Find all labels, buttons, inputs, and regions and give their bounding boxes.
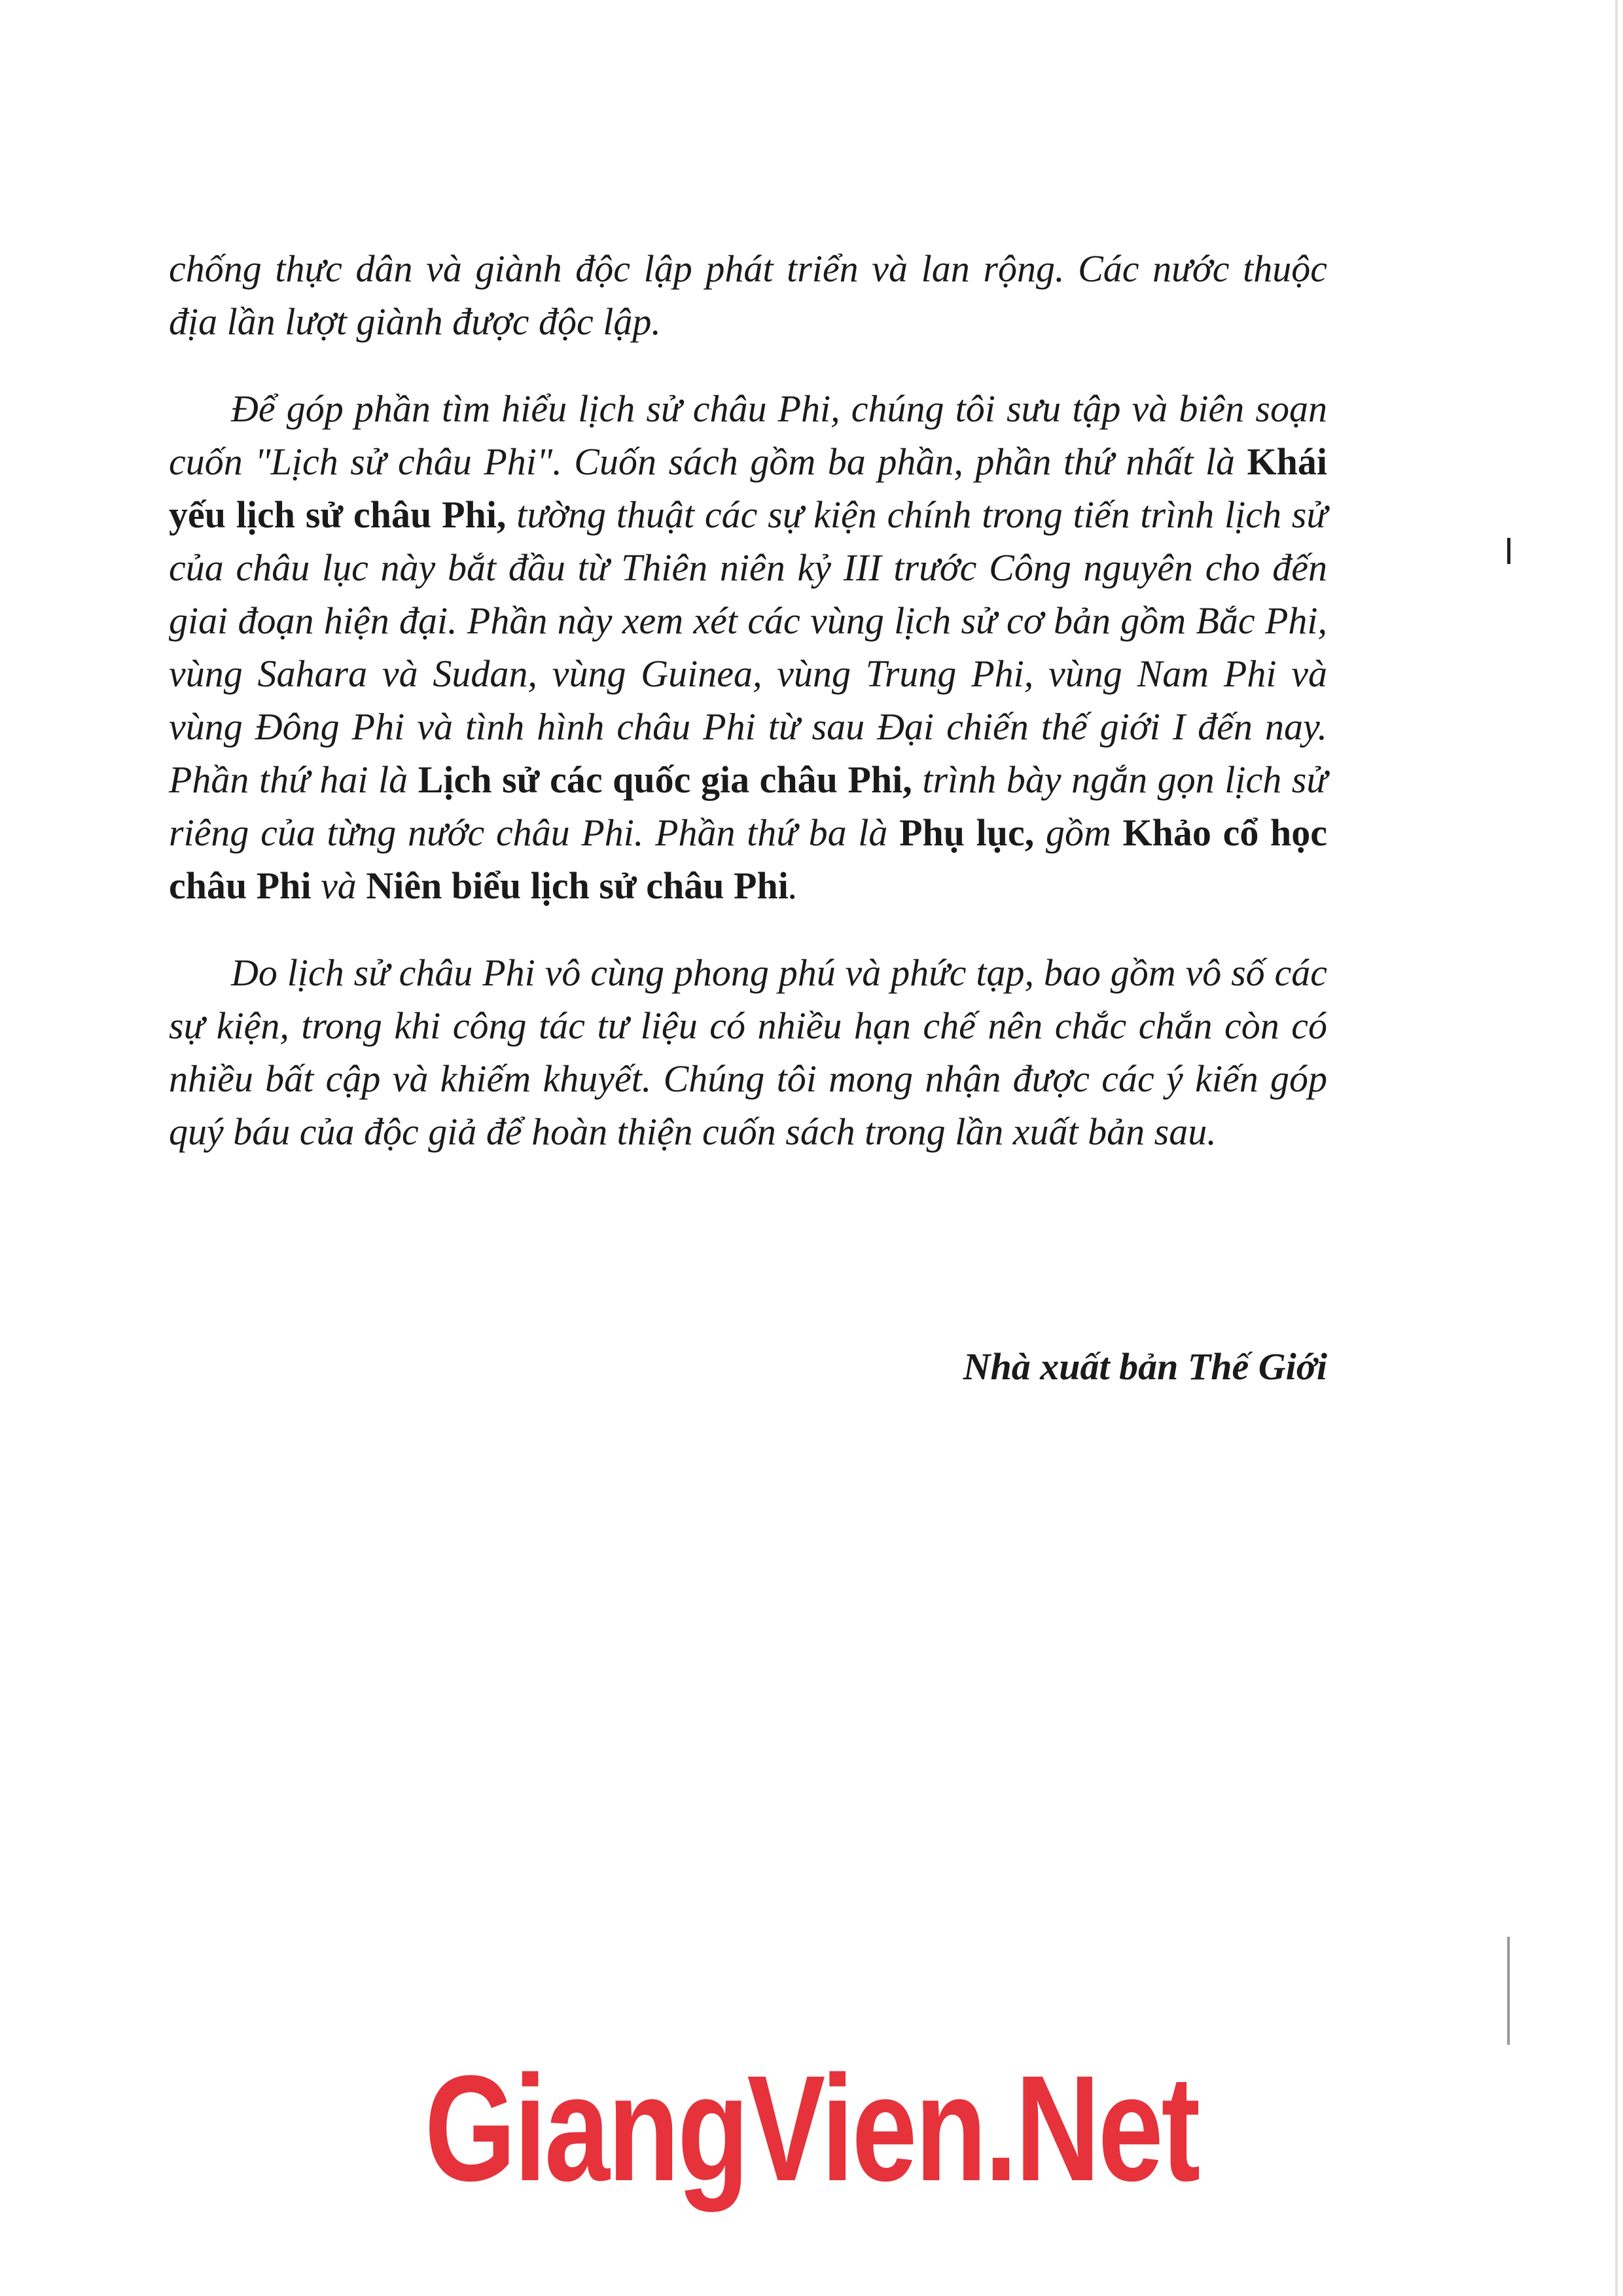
paragraph <box>169 946 1327 1158</box>
paragraph <box>169 242 1327 348</box>
scan-mark <box>1507 538 1510 564</box>
text-run: trình bày ngắn gọn lịch sử riêng của từng nước châu Phi. Phần thứ ba là <box>169 758 1328 854</box>
bold-phrase: Khảo cổ học châu Phi <box>169 811 1327 907</box>
text-run: . <box>788 864 798 907</box>
publisher-signature: Nhà xuất bản Thế Giới <box>963 1345 1327 1388</box>
scan-mark <box>1507 1937 1510 2045</box>
scan-edge <box>1615 0 1618 2296</box>
body-text <box>169 242 1327 1192</box>
bold-phrase: Phụ lục, <box>899 811 1035 854</box>
bold-phrase: Lịch sử các quốc gia châu Phi, <box>418 758 912 801</box>
text-run: chống thực dân và giành độc lập phát triển và lan rộng. Các nước thuộc địa lần lượt giành được độc lập. <box>169 247 1327 343</box>
bold-phrase: Khái yếu lịch sử châu Phi, <box>169 440 1327 536</box>
text-run: Để góp phần tìm hiểu lịch sử châu Phi, chúng tôi sưu tập và biên soạn cuốn "Lịch sử châu Phi". Cuốn sách gồm ba phần, phần thứ nhất là <box>169 387 1327 483</box>
watermark-logo: GiangVien.Net <box>424 2044 1199 2212</box>
text-run: và <box>311 864 366 907</box>
bold-phrase: Niên biểu lịch sử châu Phi <box>366 864 789 907</box>
text-run: Do lịch sử châu Phi vô cùng phong phú và phức tạp, bao gồm vô số các sự kiện, trong khi công tác tư liệu có nhiều hạn chế nên chắc chắn còn có nhiều bất cập và khiếm khuyết. Chúng tôi mong nhận được các ý kiến góp quý báu của độc giả để hoàn thiện cuốn sách trong lần xuất bản sau. <box>169 951 1327 1153</box>
text-run: gồm <box>1034 811 1123 854</box>
paragraph <box>169 382 1327 912</box>
text-run: tường thuật các sự kiện chính trong tiến trình lịch sử của châu lục này bắt đầu từ Thiên niên kỷ III trước Công nguyên cho đến giai đoạn hiện đại. Phần này xem xét các vùng lịch sử cơ bản gồm Bắc Phi, vùng Sahara và Sudan, vùng Guinea, vùng Trung Phi, vùng Nam Phi và vùng Đông Phi và tình hình châu Phi từ sau Đại chiến thế giới I đến nay. Phần thứ hai là <box>169 493 1327 801</box>
